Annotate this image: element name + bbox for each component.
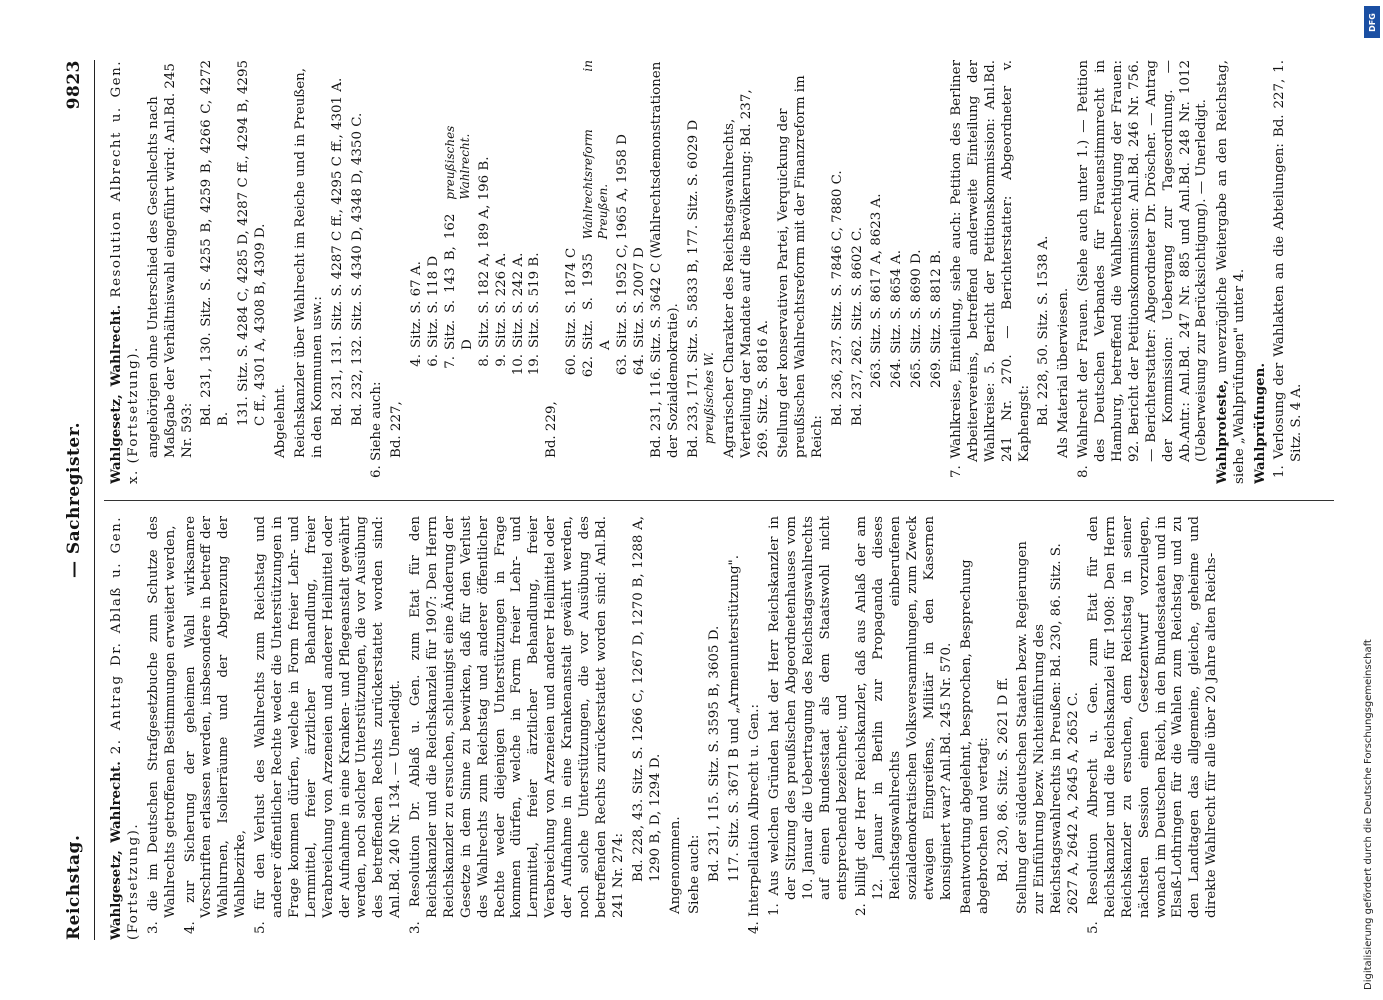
list-item: 9. Sitz. S. 226 A. [493, 252, 509, 367]
entry-heading: Wahlprüfungen. [1252, 362, 1269, 484]
entry-heading [1214, 60, 1249, 484]
left-column [108, 516, 1338, 940]
sitting-list [564, 60, 648, 484]
reference: 265. Sitz. S. 8690 D. [909, 249, 925, 388]
entry-text: 1. Aus welchen Gründen hat der Herr Reichskanzler in der Sitzung des preußischen Abgeordnetenhauses vom 10. Januar die Uebertragung des Reichstagswahlrechts auf einen Bundesstaat als dem Staatswohl nicht entsprechend bezeichnet; und [766, 516, 850, 916]
reference: Bd. 228, 43. Sitz. S. 1266 C, 1267 D, 1270 B, 1288 A, 1290 B, D, 1294 D. [630, 516, 663, 882]
entry-text: 2. billigt der Herr Reichskanzler, daß aus Anlaß der am 12. Januar in Berlin zur Propaganda dieses Reichstagswahlrechts einberufenen sozialdemokratischen Volksversammlungen, zum Zweck etwaigen Eingreifens, Militär in den Kasernen konsigniert war? Anl.Bd. 245 Nr. 570. [854, 516, 954, 916]
volume-label: Bd. 229, [544, 401, 560, 458]
entry-text: Agrarischer Charakter des Reichstagswahlrechts, Verteilung der Mandate auf die Bevölkerung: Bd. 237, 269. Sitz. S. 8816 A. [722, 89, 772, 458]
entry-heading-rest: unverzügliche Weitergabe an den Reichstag, siehe „Wahlprüfungen" unter 4. [1215, 60, 1248, 484]
reference: 269. Sitz. S. 8812 B. [929, 249, 945, 388]
header-title: — Sachregister. [64, 421, 84, 579]
list-item: 60. Sitz. S. 1874 C [564, 247, 580, 376]
entry-text: Stellung der süddeutschen Staaten bezw. Regierungen zur Einführung bezw. Nichteinführung des Reichstagswahlrechts in Preußen: Bd. 230, 86. Sitz. S. 2627 A, 2642 A, 2645 A, 2652 C. [1015, 541, 1082, 914]
reference: Bd. 236, 237. Sitz. S. 7846 C, 7880 C. [829, 170, 845, 426]
list-item: 6. Sitz. S. 118 D [426, 255, 442, 367]
status-text: Als Material überwiesen. [1056, 287, 1072, 458]
funding-note: Digitalisierung gefördert durch die Deutsche Forschungsgemeinschaft [1363, 639, 1374, 990]
entry-text: 5. für den Verlust des Wahlrechts zum Reichstag und anderer öffentlicher Rechte weder die Unterstützungen in Frage kommen dürfen, welche in Form freier Lehr- und Lernmittel, freier ärztlicher Behandlung, freier Verabreichung von Arzeneien und anderer Heilmittel oder der Aufnahme in eine Kranken- und Pflegeanstalt gewährt werden, noch solcher Unterstützungen, die vor Ausübung des betreffenden Rechts zurückerstattet worden sind: Anl.Bd. 240 Nr. 134. — Unerledigt. [253, 516, 404, 934]
reference: Bd. 231, 131. Sitz. S. 4287 C ff., 4295 C ff., 4301 A. [329, 77, 345, 426]
entry-heading-bold: Wahlproteste, [1214, 379, 1231, 484]
reference: Bd. 230, 86. Sitz. S. 2621 D ff. [995, 677, 1011, 882]
entry-text: Stellung der konservativen Partei, Verquickung der preußischen Wahlrechtsreform mit der Finanzreform im Reich: [775, 75, 825, 458]
document-page [40, 30, 1350, 970]
entry-text: 6. Siehe auch: [369, 381, 385, 478]
reference: Bd. 231, 116. Sitz. S. 3642 C (Wahlrechtsdemonstrationen der Sozialdemokratie). [648, 61, 681, 458]
volume-label: Bd. 227, [389, 401, 405, 458]
left-heading-bold: Wahlgesetz, Wahlrecht. [108, 761, 124, 940]
status-text: Abgelehnt. [273, 384, 289, 458]
reference: Bd. 231, 130. Sitz. S. 4255 B, 4259 B, 4266 C, 4272 B. [199, 60, 232, 426]
list-item: 4. Sitz. S. 67 A. [409, 261, 425, 367]
list-item: 19. Sitz. S. 519 B. [527, 252, 543, 376]
reference: Bd. 232, 132. Sitz. S. 4340 D, 4348 D, 4350 C. [349, 112, 365, 426]
entry-text: 8. Wahlrecht der Frauen. (Siehe auch unter 1.) — Petition des Deutschen Verbandes für Frauenstimmrecht in Hamburg, betreffend die Wahlberechtigung der Frauen: 92. Bericht der Petitionskommission: Anl.Bd. 246 Nr. 756. — Berichterstatter: Abgeordneter Dr. Dröscher. — Antrag der Kommission: Uebergang zur Tagesordnung. — Ab.Antr.: Anl.Bd. 247 Nr. 885 und Anl.Bd. 248 Nr. 1012 (Ueberweisung zur Berücksichtigung). — Unerledigt. [1076, 60, 1210, 478]
brace-note: preußisches W. [702, 352, 717, 444]
right-heading-rest: Resolution Albrecht u. Gen. x. (Fortsetzung). [109, 60, 141, 484]
reference: 264. Sitz. S. 8654 A. [889, 250, 905, 388]
entry-text: angehörigen ohne Unterschied des Geschlechts nach Maßgabe der Verhältniswahl eingeführt wird: Anl.Bd. 245 Nr. 593: [145, 63, 195, 458]
column-divider [104, 500, 1334, 501]
list-item: 63. Sitz. S. 1952 C, 1965 A, 1958 D [614, 134, 630, 376]
right-heading-bold: Wahlgesetz, Wahlrecht. [108, 304, 124, 484]
reference: Bd. 237, 262. Sitz. S. 8602 C. [849, 226, 865, 426]
list-item: 7. Sitz. S. 143 B, 162 D preußisches Wahlrecht. [443, 60, 477, 484]
right-heading [108, 60, 143, 484]
reference: Bd. 233, 171. Sitz. S. 5833 B, 177. Sitz. S. 6029 D preußisches W. [685, 119, 717, 458]
right-column [108, 60, 1338, 484]
reference: Bd. 228, 50. Sitz. S. 1538 A. [1036, 235, 1052, 426]
dfg-logo: DFG [1364, 6, 1380, 38]
see-also: Siehe auch: [687, 834, 703, 914]
left-heading [108, 516, 143, 940]
left-heading-rest: 2. Antrag Dr. Ablaß u. Gen. (Fortsetzung). [109, 516, 141, 940]
entry-text: 3. die im Deutschen Strafgesetzbuche zum Schutze des Wahlrechts getroffenen Bestimmungen erweitert werden, [145, 516, 178, 934]
brace-note: Wahlrechtsreform in Preußen. [581, 60, 611, 240]
entry-text: 4. zur Sicherung der geheimen Wahl wirksamere Vorschriften erlassen werden, insbesondere in betreff der Wahlurnen, Isolierräume und der Abgrenzung der Wahlbezirke, [182, 516, 249, 934]
list-item: 8. Sitz. S. 182 A, 189 A, 196 B. [476, 156, 492, 367]
list-item: 62. Sitz. S. 1935 A Wahlrechtsreform in Preußen. [581, 60, 614, 378]
reference: 117. Sitz. S. 3671 B und „Armenunterstützung". [727, 555, 743, 882]
entry-text: 5. Resolution Albrecht u. Gen. zum Etat für den Reichskanzler und die Reichskanzlei für 1908: Den Herrn Reichskanzler zu ersuchen, dem Reichstag in seiner nächsten Session einen Gesetzentwurf vorzulegen, wonach im Deutschen Reich, in den Bundesstaaten und in Elsaß-Lothringen für die Wahlen zum Reichstag und zu den Landtagen das allgemeine, gleiche, geheime und direkte Wahlrecht für alle über 20 Jahre alten Reichs- [1085, 516, 1220, 934]
list-item: 10. Sitz. S. 242 A. [510, 252, 526, 376]
entry-text: 4. Interpellation Albrecht u. Gen.: [747, 703, 763, 934]
reference: 131. Sitz. S. 4284 C, 4285 D, 4287 C ff., 4294 B, 4295 C ff., 4301 A, 4308 B, 4309 D. [236, 60, 269, 426]
status-text: Beantwortung abgelehnt, besprochen, Besprechung abgebrochen und vertagt: [958, 559, 991, 914]
brace-note: preußisches Wahlrecht. [443, 125, 473, 200]
reference: 263. Sitz. S. 8617 A, 8623 A. [869, 193, 885, 388]
entry-text: Reichskanzler über Wahlrecht im Reiche und in Preußen, in den Kommunen usw.: [292, 67, 325, 458]
entry-text: 1. Verlosung der Wahlakten an die Abteilungen: Bd. 227, 1. Sitz. S. 4 A. [1272, 60, 1304, 478]
header-section: Reichstag. [64, 834, 84, 940]
entry-text: 7. Wahlkreise, Einteilung, siehe auch: Petition des Berliner Arbeitervereins, betreffend anderweite Einteilung der Wahlkreise: 5. Bericht der Petitionskommission: Anl.Bd. 241 Nr. 270. — Berichterstatter: Abgeordneter v. Kaphengst: [948, 60, 1032, 478]
digitization-strip [1357, 0, 1383, 1000]
sitting-list [409, 60, 544, 484]
page-header [54, 60, 95, 940]
page-number: 9823 [64, 60, 84, 110]
reference: Bd. 231, 115. Sitz. S. 3595 B, 3605 D. [707, 625, 723, 882]
list-item: 64. Sitz. S. 2007 D [631, 247, 647, 376]
status-text: Angenommen. [667, 816, 683, 914]
entry-text: 3. Resolution Dr. Ablaß u. Gen. zum Etat für den Reichskanzler und die Reichskanzlei für 1907: Den Herrn Reichskanzler zu ersuchen, schleunigst eine Änderung der Gesetze in dem Sinne zu bewirken, daß für den Verlust des Wahlrechts zum Reichstag und anderer öffentlicher Rechte weder diejenigen Unterstützungen in Frage kommen dürfen, welche in Form freier Lehr- und Lernmittel, freier ärztlicher Behandlung, freier Verabreichung von Arzeneien und anderer Heilmittel oder der Aufnahme in eine Krankenanstalt gewährt werden, noch solche Unterstützungen, die vor Ausübung des betreffenden Rechts zurückerstattet worden sind: Anl.Bd. 241 Nr. 274: [408, 516, 626, 934]
